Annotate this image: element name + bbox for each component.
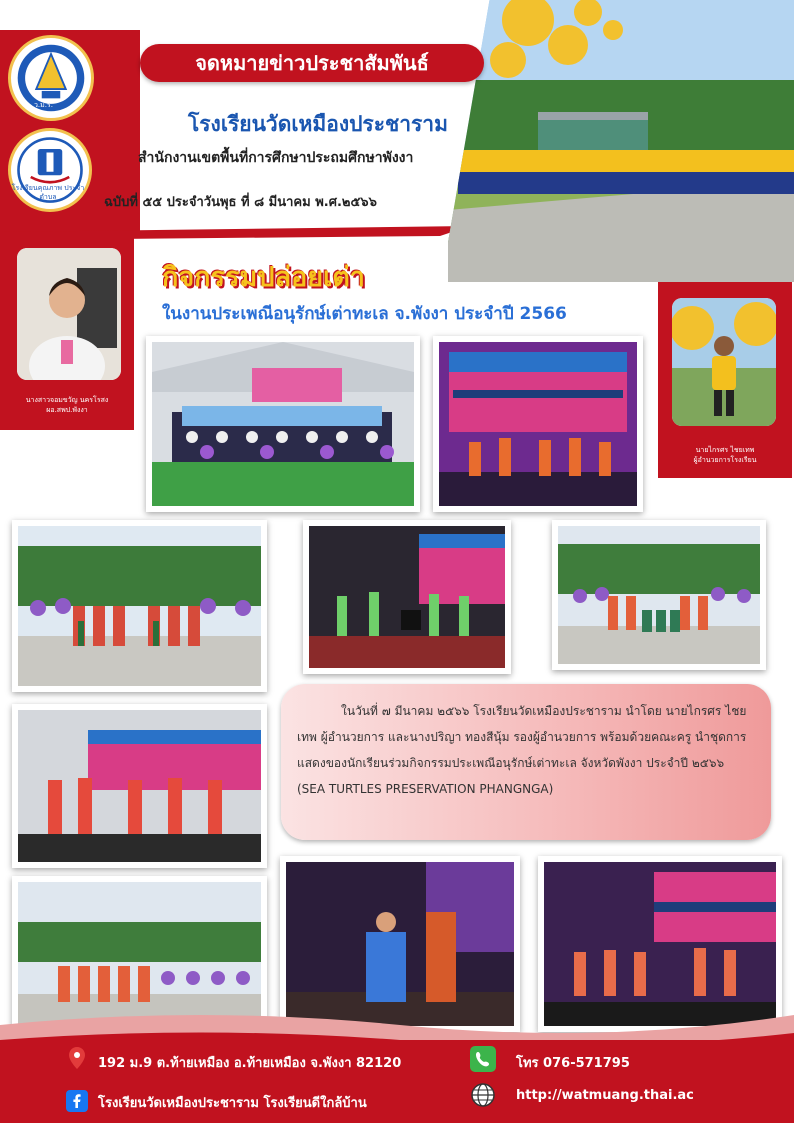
footer-phone: โทร 076-571795 <box>516 1056 630 1071</box>
phone-icon <box>470 1046 496 1076</box>
hero-photo-assembly <box>448 0 794 282</box>
footer-address: 192 ม.9 ต.ท้ายเหมือง อ.ท้ายเหมือง จ.พังงา 82120 <box>98 1056 402 1071</box>
photo-outdoor-group-1 <box>12 520 267 692</box>
photo-outdoor-group-2 <box>552 520 766 670</box>
globe-icon <box>470 1082 496 1112</box>
photo-dancers-stage-2 <box>12 704 267 868</box>
photo-night-stage-1 <box>303 520 511 674</box>
right-portrait-card <box>658 282 792 478</box>
activity-title: กิจกรรมปล่อยเต่า <box>162 262 365 293</box>
photo-dancers-banner <box>433 336 643 512</box>
news-body: ในวันที่ ๗ มีนาคม ๒๕๖๖ โรงเรียนวัดเหมืองประชาราม นำโดย นายไกรศร ไชยเทพ ผู้อำนวยการ และนางปริญา ทองสีนุ้ม รองผู้อำนวยการ พร้อมด้วยคณะครู นำชุดการแสดงของนักเรียนร่วมกิจกรรมประเพณีอนุรักษ์เต่าทะเล จังหวัดพังงา ประจำปี ๒๕๖๖ (SEA TURTLES PRESERVATION PHANGNGA) <box>297 704 747 796</box>
facebook-icon[interactable] <box>66 1090 88 1116</box>
footer-facebook[interactable]: โรงเรียนวัดเหมืองประชาราม โรงเรียนดีใกล้บ้าน <box>98 1096 367 1111</box>
photo-group-stage <box>146 336 420 512</box>
right-portrait-photo <box>672 298 776 426</box>
office-name: สำนักงานเขตพื้นที่การศึกษาประถมศึกษาพังงา <box>138 150 414 166</box>
left-caption-role: ผอ.สพป.พังงา <box>46 406 88 414</box>
news-text-box <box>281 684 771 840</box>
footer-website[interactable]: http://watmuang.thai.ac <box>516 1088 694 1103</box>
school-name: โรงเรียนวัดเหมืองประชาราม <box>188 112 448 136</box>
logo2-text: โรงเรียนคุณภาพ ประจำตำบล <box>11 184 85 201</box>
right-caption-role: ผู้อำนวยการโรงเรียน <box>693 456 757 464</box>
right-caption-name: นายไกรศร ไชยเทพ <box>695 446 755 454</box>
issue-info: ฉบับที่ ๕๕ ประจำวันพุธ ที่ ๘ มีนาคม พ.ศ.๒๕๖๖ <box>104 195 377 210</box>
left-caption-name: นางสาวจอมขวัญ นครโรสง <box>25 396 109 404</box>
left-portrait-photo <box>17 248 121 380</box>
location-pin-icon <box>66 1046 88 1074</box>
left-portrait-card <box>0 234 134 430</box>
newsletter-title: จดหมายข่าวประชาสัมพันธ์ <box>140 44 484 82</box>
activity-subtitle: ในงานประเพณีอนุรักษ์เต่าทะเล จ.พังงา ประจำปี 2566 <box>162 304 567 324</box>
logo1-text: ว.ม.ร. <box>34 101 53 109</box>
